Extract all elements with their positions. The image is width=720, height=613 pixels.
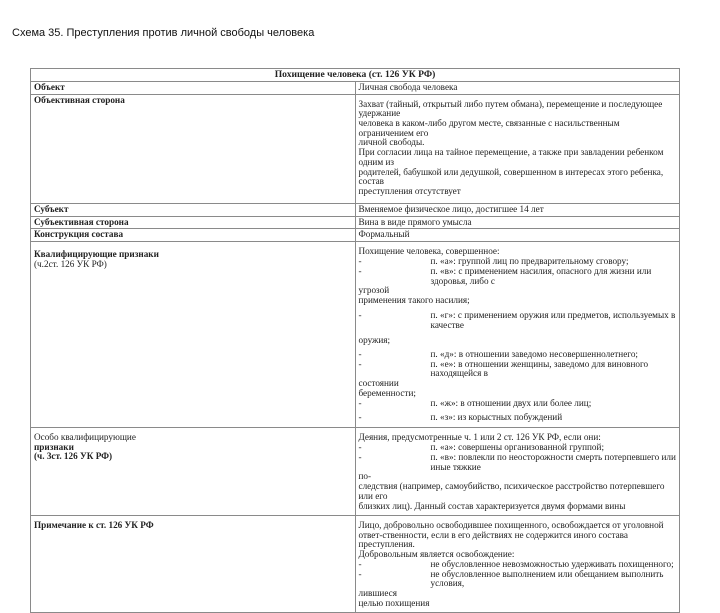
list-item-cont: беременности;: [358, 387, 416, 398]
especially-tail: близких лиц). Данный состав характеризуется двумя формами вины: [358, 500, 626, 511]
object-label: Объект: [31, 82, 356, 95]
subjective-side-label: Субъективная сторона: [31, 216, 356, 229]
list-item: - не обусловленное невозможностью удерживать похищенного;: [358, 558, 674, 569]
object-value: Личная свобода человека: [355, 82, 680, 95]
objective-line: Захват (тайный, открытый либо путем обмана), перемещение и последующее удержание: [358, 98, 663, 119]
table-title: Похищение человека (ст. 126 УК РФ): [31, 69, 680, 82]
list-item: - п. «в»: с применением насилия, опасного для жизни или здоровья, либо с: [358, 265, 652, 286]
crime-scheme-table: [30, 68, 680, 613]
note-line: Добровольным является освобождение:: [358, 548, 515, 559]
especially-intro: Деяния, предусмотренные ч. 1 или 2 ст. 126 УК РФ, если они:: [358, 431, 601, 442]
note-line: Лицо, добровольно освободившее похищенного, освобождается от уголовной: [358, 519, 664, 530]
list-item: - п. «д»: в отношении заведомо несовершеннолетнего;: [358, 348, 638, 359]
qualifying-value: [355, 241, 680, 427]
subject-value: Вменяемое физическое лицо, достигшее 14 лет: [355, 203, 680, 216]
list-item: - п. «е»: в отношении женщины, заведомо для виновного находящейся в: [358, 358, 649, 379]
qualifying-label-cell: [31, 241, 356, 427]
qualifying-sublabel: (ч.2ст. 126 УК РФ): [34, 258, 107, 269]
objective-line: личной свободы.: [358, 137, 425, 148]
list-item-cont: применения такого насилия;: [358, 295, 470, 306]
especially-sublabel: (ч. 3ст. 126 УК РФ): [34, 451, 113, 462]
list-item-cont: оружия;: [358, 334, 391, 345]
row-subjective-side: [31, 216, 680, 229]
list-item: - п. «г»: с применением оружия или предметов, используемых в качестве: [358, 310, 676, 330]
objective-line: человека в каком-либо другом месте, связанные с насильственным ограничением его: [358, 118, 620, 138]
row-qualifying: [31, 241, 680, 427]
list-item: - п. «а»: группой лиц по предварительному сговору;: [358, 255, 629, 266]
row-note: [31, 515, 680, 613]
especially-tail: следствия (например, самоубийство, психическое расстройство потерпевшего или его: [358, 481, 665, 501]
objective-line: При согласии лица на тайное перемещение, а также при завладении ребенком одним из: [358, 147, 664, 167]
list-item-cont: состоянии: [358, 377, 399, 388]
note-line: ответ-ственности, если в его действиях не содержится иного состава преступления.: [358, 529, 628, 550]
subject-label: Субъект: [31, 203, 356, 216]
construction-value: Формальный: [355, 229, 680, 242]
note-tail: лившиеся: [358, 588, 397, 599]
table-title-row: [31, 69, 680, 82]
list-item-cont: угрозой: [358, 285, 390, 296]
note-value: [355, 515, 680, 613]
construction-label: Конструкция состава: [31, 229, 356, 242]
subjective-side-value: Вина в виде прямого умысла: [355, 216, 680, 229]
qualifying-intro: Похищение человека, совершенное:: [358, 245, 500, 256]
especially-label: Особо квалифицирующие: [34, 431, 136, 442]
objective-line: преступления отсутствует: [358, 185, 461, 196]
especially-tail: по-: [358, 471, 372, 482]
row-object: [31, 82, 680, 95]
list-item: - не обусловленное выполнением или обещанием выполнить условия,: [358, 568, 664, 589]
row-construction: [31, 229, 680, 242]
note-tail: целью похищения: [358, 598, 430, 609]
list-item: - п. «з»: из корыстных побуждений: [358, 411, 563, 422]
row-especially-qualifying: [31, 427, 680, 515]
especially-value: [355, 427, 680, 515]
objective-side-value: [355, 94, 680, 203]
objective-side-label: Объективная сторона: [31, 94, 356, 203]
row-subject: [31, 203, 680, 216]
list-item: - п. «ж»: в отношении двух или более лиц;: [358, 397, 592, 408]
especially-label-2: признаки: [34, 441, 74, 452]
qualifying-label: Квалифицирующие признаки: [34, 248, 159, 259]
note-label: Примечание к ст. 126 УК РФ: [31, 515, 356, 613]
row-objective-side: [31, 94, 680, 203]
especially-label-cell: [31, 427, 356, 515]
page-heading: Схема 35. Преступления против личной свободы человека: [12, 27, 315, 39]
objective-line: родителей, бабушкой или дедушкой, совершенном в интересах этого ребенка, состав: [358, 166, 664, 187]
list-item: - п. «а»: совершены организованной группой;: [358, 441, 604, 452]
list-item: - п. «в»: повлекли по неосторожности смерть потерпевшего или иные тяжкие: [358, 451, 676, 472]
